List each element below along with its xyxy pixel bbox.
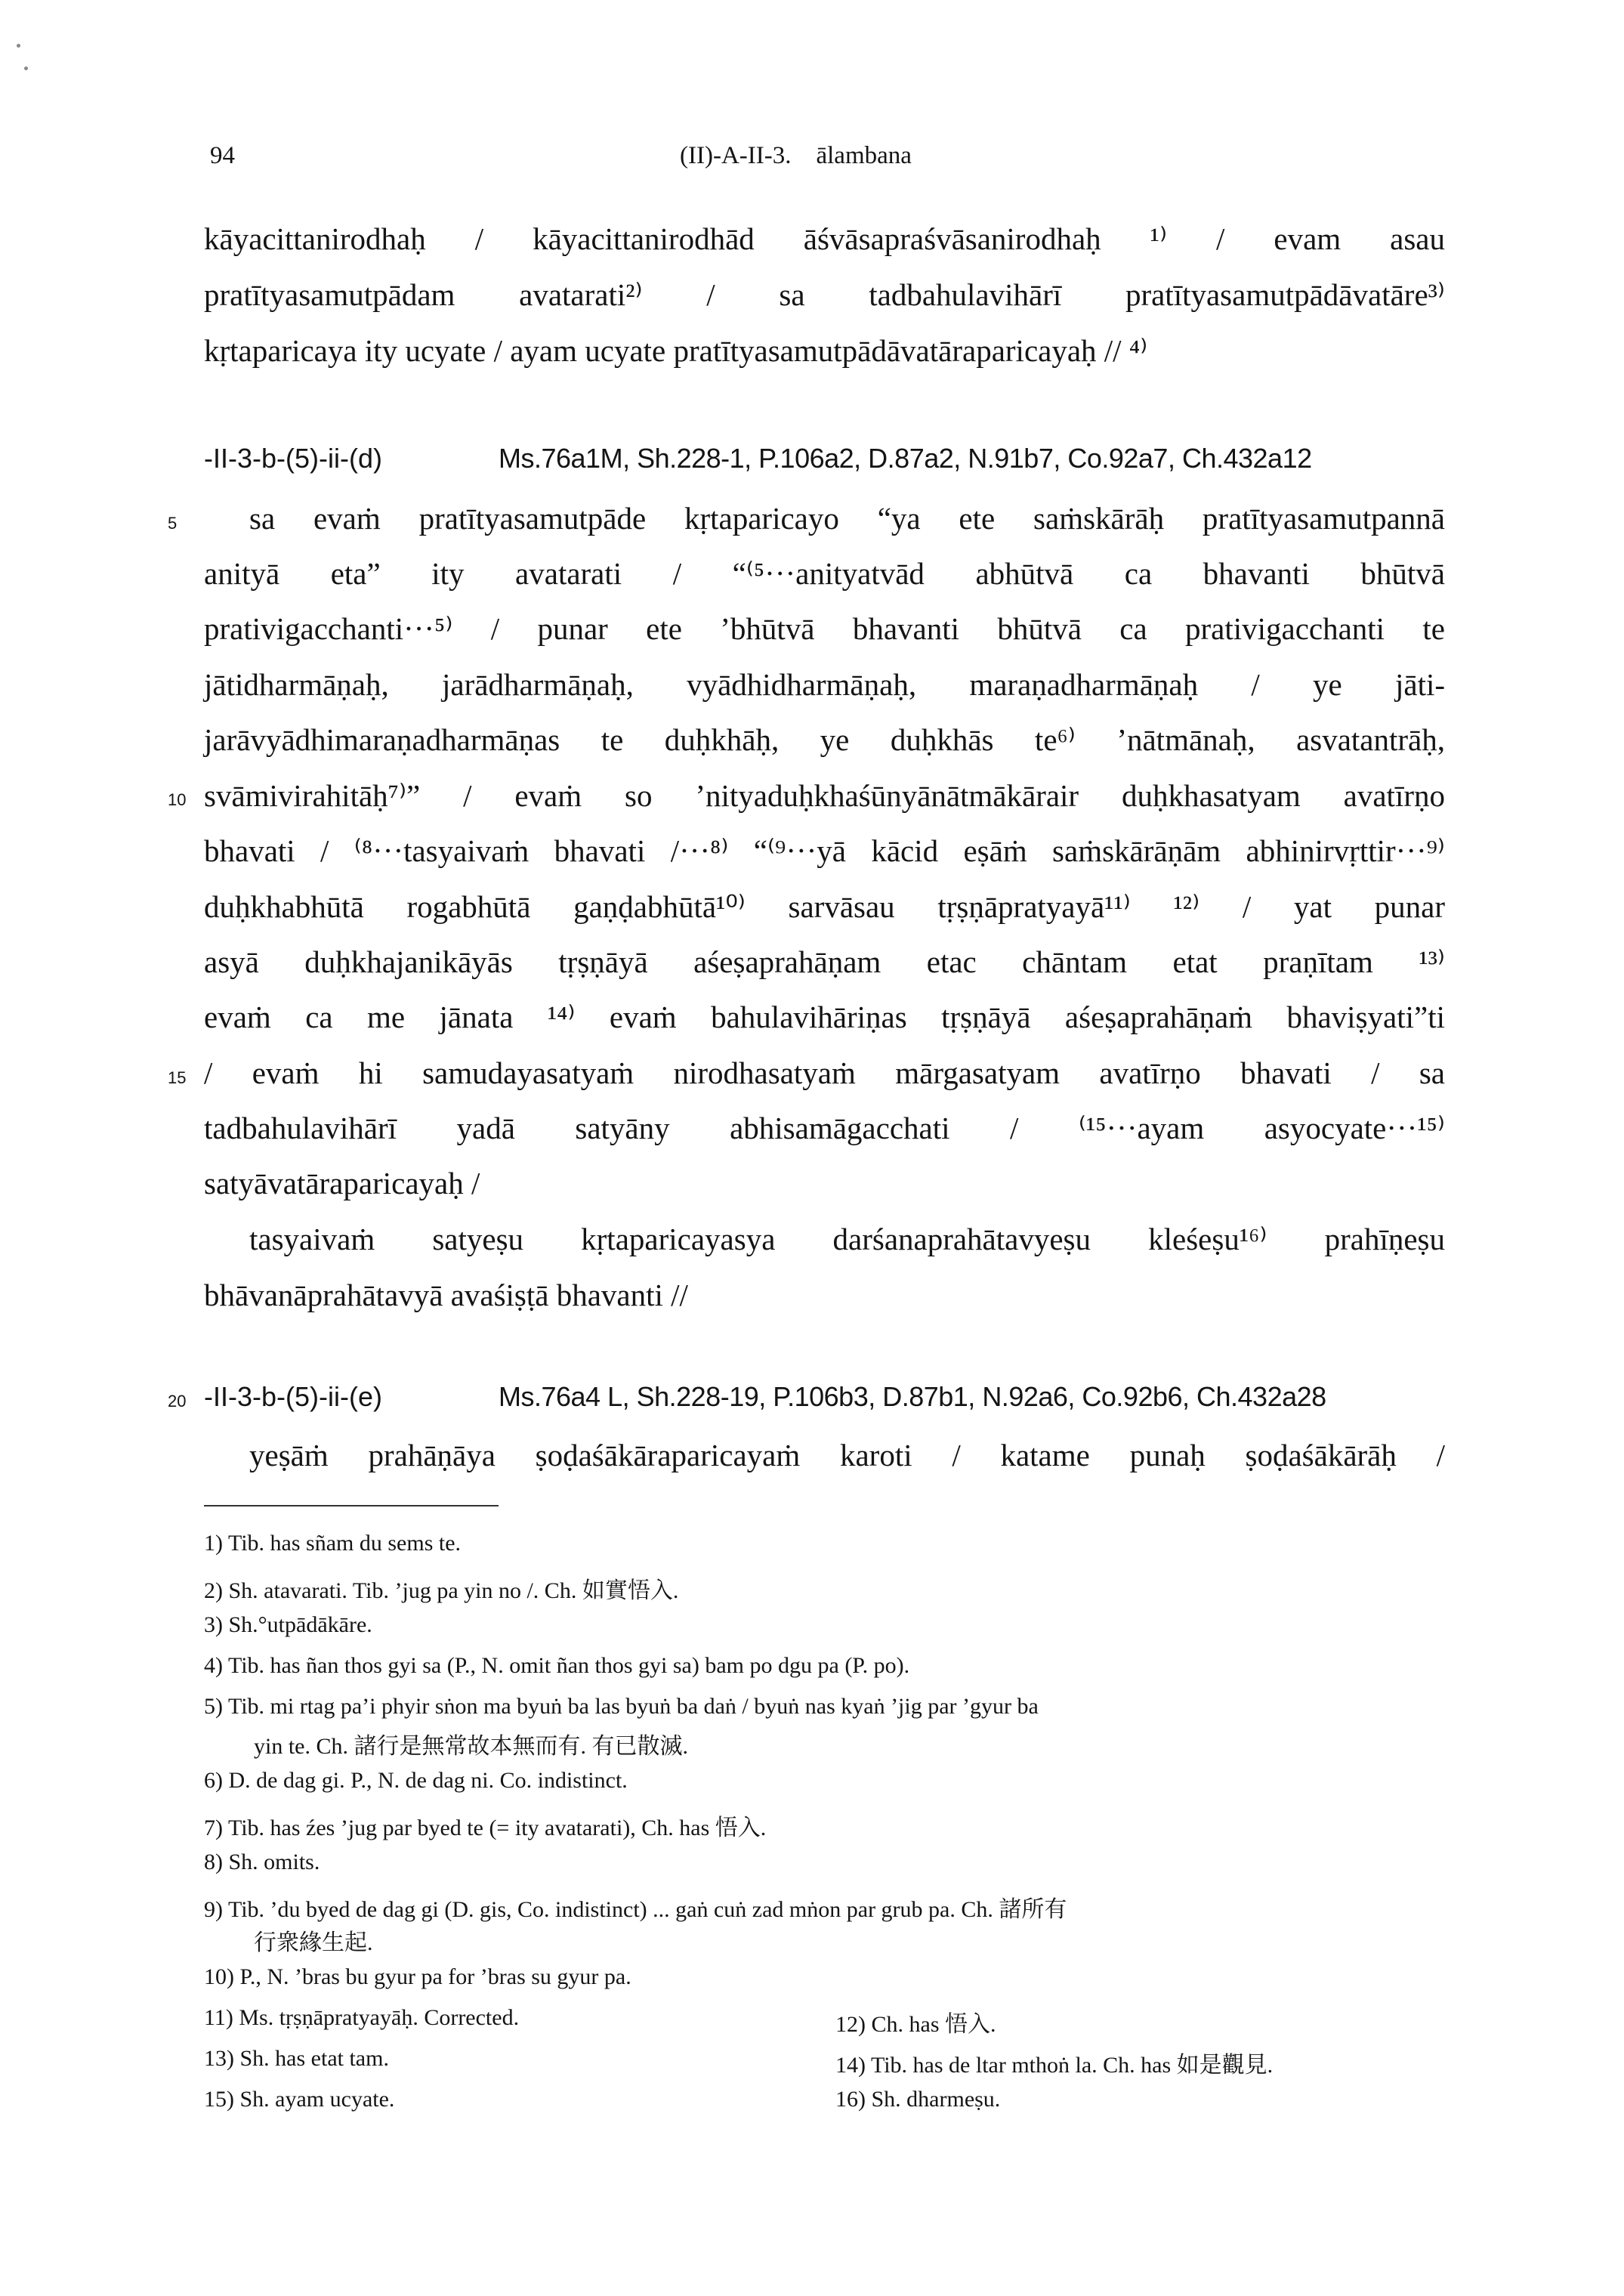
footnote: 5) Tib. mi rtag pa’i phyir sṅon ma byuṅ ba las byuṅ ba daṅ / byuṅ nas kyaṅ ’jig par ’gyur ba bbox=[204, 1694, 1039, 1719]
footnote: 11) Ms. tṛṣṇāpratyayāḥ. Corrected. bbox=[204, 2005, 520, 2030]
footnote: 8) Sh. omits. bbox=[204, 1849, 320, 1874]
text-line: sa evaṁ pratītyasamutpāde kṛtaparicayo “ya ete saṁskārāḥ pratītyasamutpannā bbox=[249, 501, 1445, 536]
footnote: 3) Sh.°utpādākāre. bbox=[204, 1612, 372, 1637]
running-title: (II)-A-II-3. ālambana bbox=[680, 142, 912, 169]
section-refs: Ms.76a1M, Sh.228-1, P.106a2, D.87a2, N.91b7, Co.92a7, Ch.432a12 bbox=[499, 443, 1312, 474]
footnote: 13) Sh. has etat tam. bbox=[204, 2046, 389, 2071]
text-line: svāmivirahitāḥ⁷⁾” / evaṁ so ’nityaduḥkhaśūnyānātmākārair duḥkhasatyam avatīrṇo bbox=[204, 778, 1445, 813]
text-line: prativigacchanti···⁵⁾ / punar ete ’bhūtvā bhavanti bhūtvā ca prativigacchanti te bbox=[204, 611, 1445, 646]
line-number: 20 bbox=[168, 1392, 187, 1411]
footnote: 4) Tib. has ñan thos gyi sa (P., N. omit ñan thos gyi sa) bam po dgu pa (P. po). bbox=[204, 1653, 910, 1678]
text-line: / evaṁ hi samudayasatyaṁ nirodhasatyaṁ mārgasatyam avatīrṇo bhavati / sa bbox=[204, 1055, 1445, 1090]
text-line: evaṁ ca me jānata ¹⁴⁾ evaṁ bahulavihāriṇas tṛṣṇāyā aśeṣaprahāṇaṁ bhaviṣyati”ti bbox=[204, 1000, 1445, 1034]
footnote: 16) Sh. dharmeṣu. bbox=[835, 2087, 1001, 2112]
section-refs: Ms.76a4 L, Sh.228-19, P.106b3, D.87b1, N.92a6, Co.92b6, Ch.432a28 bbox=[499, 1381, 1326, 1412]
line-number: 10 bbox=[168, 790, 187, 809]
text-line: pratītyasamutpādam avatarati²⁾ / sa tadbahulavihārī pratītyasamutpādāvatāre³⁾ bbox=[204, 277, 1445, 312]
footnote: 7) Tib. has źes ’jug par byed te (= ity avatarati), Ch. has 悟入. bbox=[204, 1815, 767, 1840]
text-line: kāyacittanirodhaḥ / kāyacittanirodhād āśvāsapraśvāsanirodhaḥ ¹⁾ / evam asau bbox=[204, 221, 1445, 256]
footnote: 12) Ch. has 悟入. bbox=[835, 2012, 996, 2037]
text-line: jātidharmāṇaḥ, jarādharmāṇaḥ, vyādhidharmāṇaḥ, maraṇadharmāṇaḥ / ye jāti- bbox=[204, 667, 1445, 702]
section-id: -II-3-b-(5)-ii-(e) bbox=[204, 1381, 382, 1412]
page-number: 94 bbox=[210, 142, 235, 169]
text-line: duḥkhabhūtā rogabhūtā gaṇḍabhūtā¹⁰⁾ sarvāsau tṛṣṇāpratyayā¹¹⁾ ¹²⁾ / yat punar bbox=[204, 889, 1445, 924]
text-line: satyāvatāraparicayaḥ / bbox=[204, 1166, 480, 1201]
line-number: 5 bbox=[168, 514, 178, 533]
footnote-rule bbox=[204, 1505, 499, 1506]
text-line: kṛtaparicaya ity ucyate / ayam ucyate pratītyasamutpādāvatāraparicayaḥ // ⁴⁾ bbox=[204, 333, 1148, 368]
text-line: tasyaivaṁ satyeṣu kṛtaparicayasya darśanaprahātavyeṣu kleśeṣu¹⁶⁾ prahīṇeṣu bbox=[249, 1222, 1445, 1256]
text-line: asyā duḥkhajanikāyās tṛṣṇāyā aśeṣaprahāṇam etac chāntam etat praṇītam ¹³⁾ bbox=[204, 944, 1445, 979]
footnote: 1) Tib. has sñam du sems te. bbox=[204, 1531, 462, 1556]
text-line: tadbahulavihārī yadā satyāny abhisamāgacchati / ⁽¹⁵···ayam asyocyate···¹⁵⁾ bbox=[204, 1111, 1445, 1145]
footnote: 10) P., N. ’bras bu gyur pa for ’bras su gyur pa. bbox=[204, 1964, 631, 1989]
text-line: jarāvyādhimaraṇadharmāṇas te duḥkhāḥ, ye duḥkhās te⁶⁾ ’nātmānaḥ, asvatantrāḥ, bbox=[204, 722, 1445, 757]
line-number: 15 bbox=[168, 1068, 187, 1087]
scan-speck bbox=[17, 44, 20, 48]
footnote-continuation: yin te. Ch. 諸行是無常故本無而有. 有已散滅. bbox=[254, 1734, 688, 1759]
footnote: 2) Sh. atavarati. Tib. ’jug pa yin no /. Ch. 如實悟入. bbox=[204, 1578, 679, 1603]
text-line: anityā eta” ity avatarati / “⁽⁵···anityatvād abhūtvā ca bhavanti bhūtvā bbox=[204, 556, 1445, 591]
footnote: 14) Tib. has de ltar mthoṅ la. Ch. has 如是觀見. bbox=[835, 2053, 1274, 2078]
footnote: 15) Sh. ayam ucyate. bbox=[204, 2087, 395, 2112]
text-line: bhāvanāprahātavyā avaśiṣṭā bhavanti // bbox=[204, 1278, 688, 1312]
section-id: -II-3-b-(5)-ii-(d) bbox=[204, 443, 382, 474]
text-line: yeṣāṁ prahāṇāya ṣoḍaśākāraparicayaṁ karoti / katame punaḥ ṣoḍaśākārāḥ / bbox=[249, 1438, 1445, 1472]
scan-speck bbox=[24, 66, 28, 70]
footnote: 6) D. de dag gi. P., N. de dag ni. Co. indistinct. bbox=[204, 1768, 628, 1793]
footnote: 9) Tib. ’du byed de dag gi (D. gis, Co. indistinct) ... gaṅ cuṅ zad mṅon par grub pa. Ch. 諸所有 bbox=[204, 1897, 1067, 1922]
text-line: bhavati / ⁽⁸···tasyaivaṁ bhavati /···⁸⁾ “⁽⁹···yā kācid eṣāṁ saṁskārāṇām abhinirvṛttir···⁹⁾ bbox=[204, 833, 1445, 868]
footnote-continuation: 行衆緣生起. bbox=[254, 1930, 373, 1955]
